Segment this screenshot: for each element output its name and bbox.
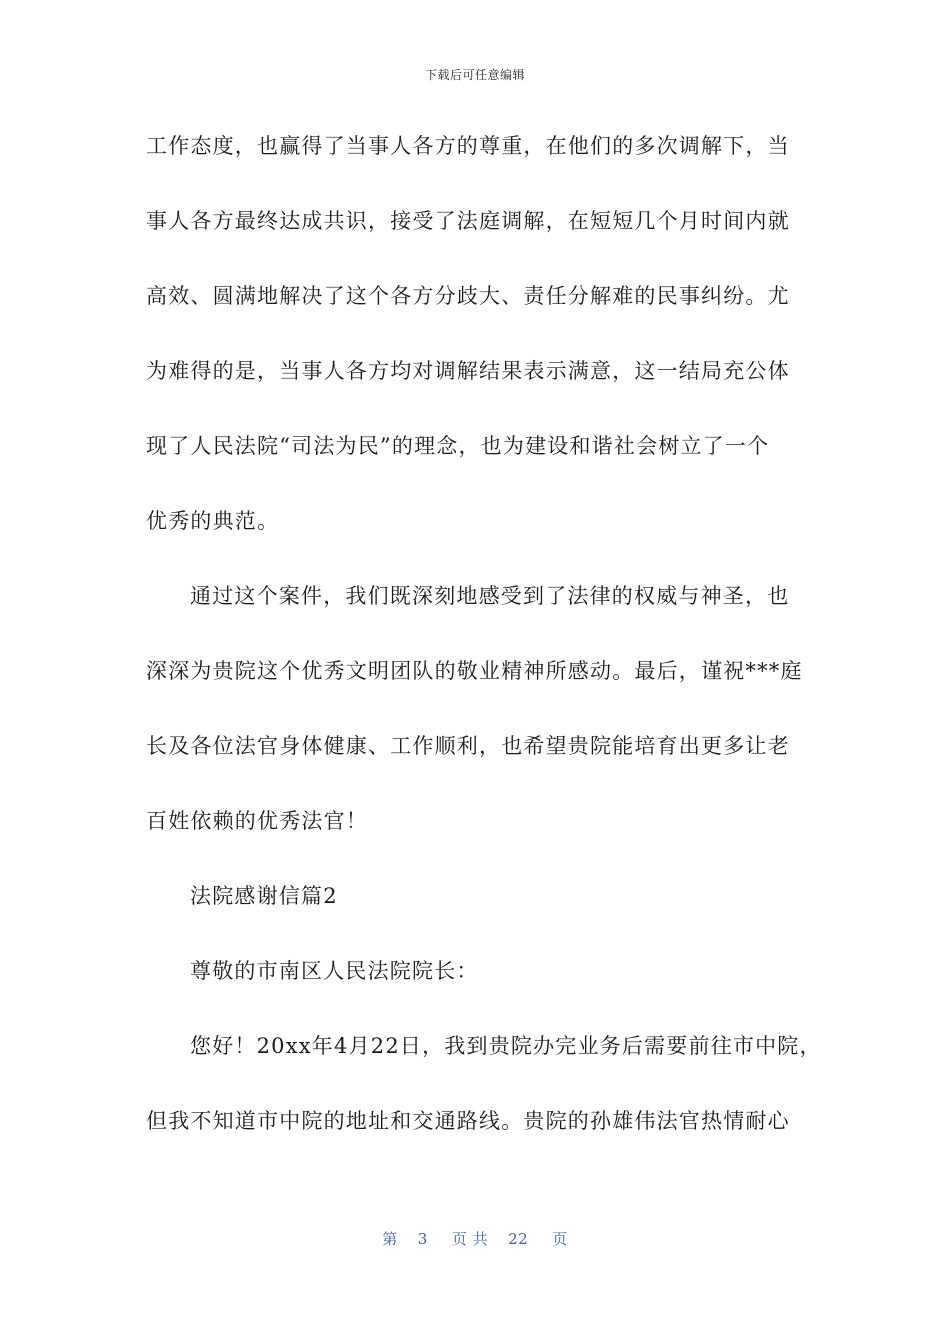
footer-prefix: 第 bbox=[382, 1230, 398, 1248]
section-heading: 法院感谢信篇2 bbox=[190, 884, 338, 908]
salutation: 尊敬的市南区人民法院院长： bbox=[190, 959, 479, 983]
text-line: 优秀的典范。 bbox=[146, 509, 280, 533]
text-line: 您好！20xx年4月22日，我到贵院办完业务后需要前往市中院， bbox=[190, 1034, 822, 1058]
footer-page-number: 3 bbox=[417, 1230, 428, 1248]
text-line: 事人各方最终达成共识，接受了法庭调解，在短短几个月时间内就 bbox=[146, 209, 790, 233]
text-line: 为难得的是，当事人各方均对调解结果表示满意，这一结局充公体 bbox=[146, 359, 790, 383]
footer-total-pages: 22 bbox=[508, 1230, 529, 1248]
text-line: 现了人民法院“司法为民”的理念，也为建设和谐社会树立了一个 bbox=[146, 434, 770, 458]
text-line: 高效、圆满地解决了这个各方分歧大、责任分解难的民事纠纷。尤 bbox=[146, 284, 790, 308]
text-line: 深深为贵院这个优秀文明团队的敬业精神所感动。最后，谨祝***庭 bbox=[146, 659, 803, 683]
header-note: 下载后可任意编辑 bbox=[424, 68, 525, 82]
text-line: 长及各位法官身体健康、工作顺利，也希望贵院能培育出更多让老 bbox=[146, 734, 790, 758]
text-line: 工作态度，也赢得了当事人各方的尊重，在他们的多次调解下，当 bbox=[146, 134, 790, 158]
text-line: 但我不知道市中院的地址和交通路线。贵院的孙雄伟法官热情耐心 bbox=[146, 1109, 790, 1133]
page-footer bbox=[0, 1228, 950, 1249]
footer-middle: 页 共 bbox=[451, 1230, 489, 1248]
footer-suffix: 页 bbox=[552, 1230, 568, 1248]
text-line: 百姓依赖的优秀法官！ bbox=[146, 809, 368, 833]
text-line: 通过这个案件，我们既深刻地感受到了法律的权威与神圣，也 bbox=[190, 584, 790, 608]
